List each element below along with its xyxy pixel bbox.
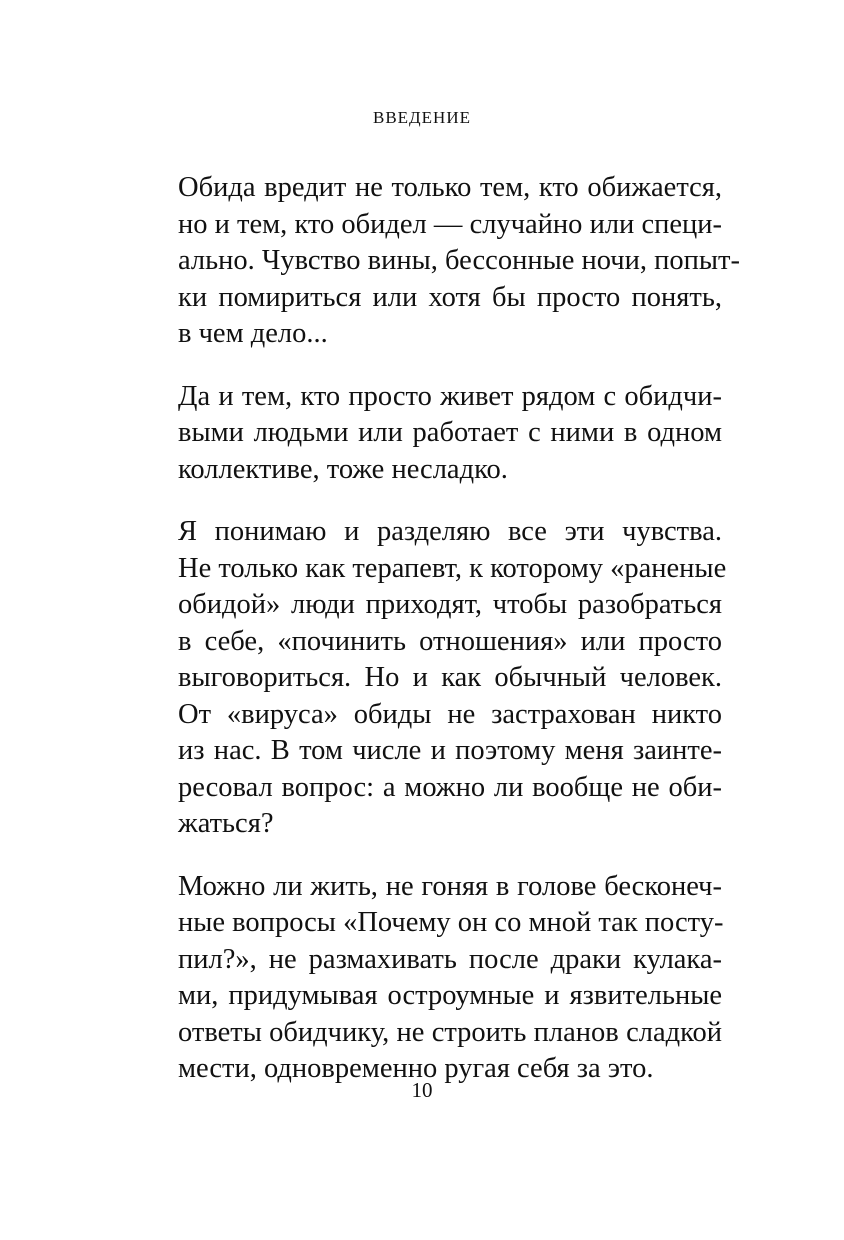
text-line: обидой» люди приходят, чтобы разобраться bbox=[178, 589, 722, 620]
text-line: в себе, «починить отношения» или просто bbox=[178, 625, 722, 657]
paragraph-3 bbox=[178, 514, 727, 843]
text-line: ми, придумывая остроумные и язвительные bbox=[178, 980, 722, 1011]
body-text bbox=[178, 170, 740, 1088]
running-head: ВВЕДЕНИЕ bbox=[373, 108, 471, 127]
text-line: Я понимаю и разделяю все эти чувства. bbox=[178, 516, 722, 547]
text-line: в чем дело... bbox=[178, 318, 328, 349]
text-line: жаться? bbox=[178, 808, 274, 839]
page-number: 10 bbox=[411, 1078, 433, 1102]
text-line: но и тем, кто обидел — случайно или специ- bbox=[178, 208, 722, 240]
text-line: из нас. В том числе и поэтому меня заинте- bbox=[178, 735, 722, 766]
text-line: пил?», не размахивать после драки кулака- bbox=[178, 943, 722, 975]
text-line: Обида вредит не только тем, кто обижается, bbox=[178, 172, 722, 203]
paragraph-gap bbox=[178, 488, 722, 514]
paragraph-4 bbox=[178, 869, 722, 1088]
text-line: выговориться. Но и как обычный человек. bbox=[178, 662, 722, 693]
text-line: выми людьми или работает с ними в одном bbox=[178, 417, 722, 448]
text-line: Можно ли жить, не гоняя в голове бесконеч- bbox=[178, 870, 722, 902]
text-line: ки помириться или хотя бы просто понять, bbox=[178, 281, 722, 313]
text-line: Не только как терапевт, к которому «раненые bbox=[178, 552, 727, 584]
text-line: Да и тем, кто просто живет рядом с обидчи- bbox=[178, 380, 722, 412]
paragraph-gap bbox=[178, 353, 722, 379]
text-line: ально. Чувство вины, бессонные ночи, попыт- bbox=[178, 245, 740, 276]
paragraph-2 bbox=[178, 379, 722, 489]
text-line: мести, одновременно ругая себя за это. bbox=[178, 1053, 654, 1084]
text-line: От «вируса» обиды не застрахован никто bbox=[178, 698, 722, 730]
paragraph-gap bbox=[178, 843, 722, 869]
text-line: коллективе, тоже несладко. bbox=[178, 453, 508, 485]
text-line: ресовал вопрос: а можно ли вообще не оби- bbox=[178, 771, 722, 803]
text-line: ные вопросы «Почему он со мной так посту- bbox=[178, 907, 724, 938]
paragraph-1 bbox=[178, 170, 740, 353]
text-line: ответы обидчику, не строить планов сладкой bbox=[178, 1016, 722, 1048]
